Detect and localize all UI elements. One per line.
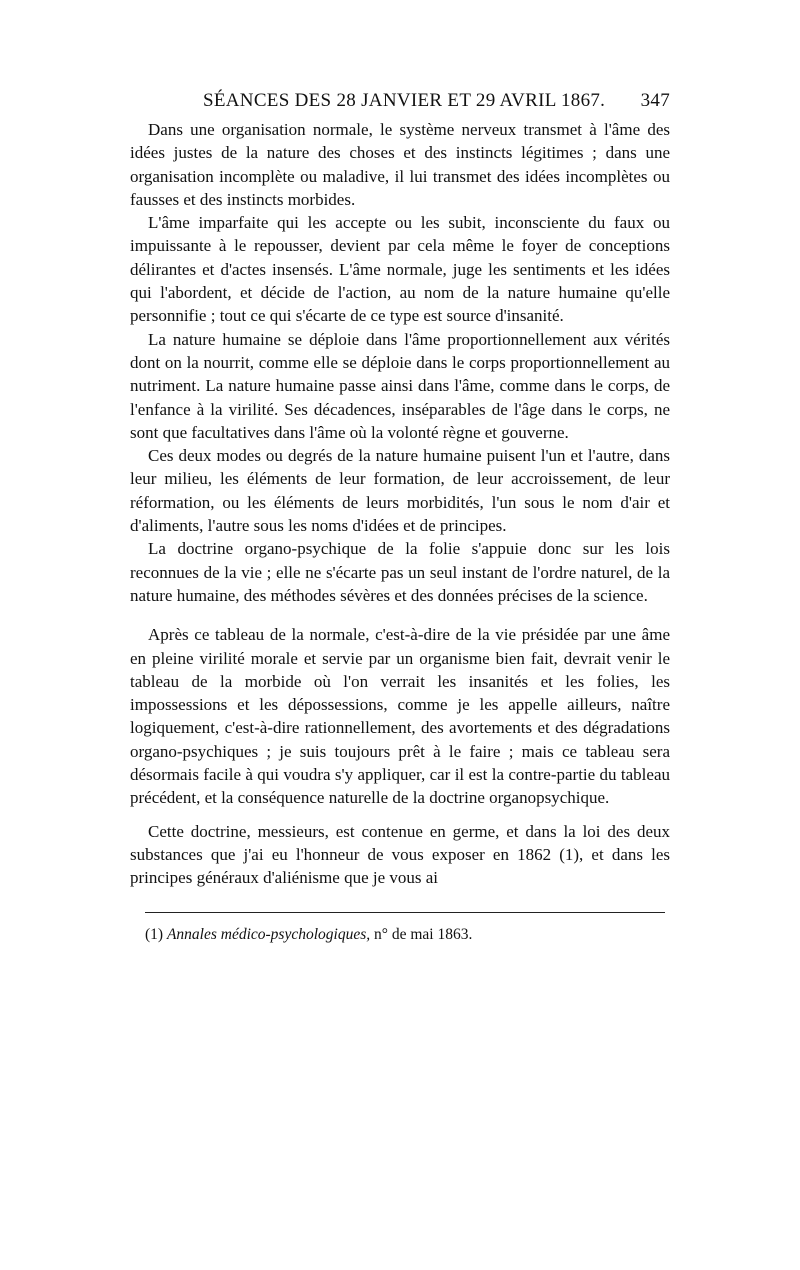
paragraph: Cette doctrine, messieurs, est contenue en germe, et dans la loi des deux substances que j'ai eu l'honneur de vous exposer en 1862 (1), et dans les principes généraux d'aliénisme que je vous ai [130,821,670,888]
footnote-divider [145,912,665,913]
page-number: 347 [640,90,670,111]
book-page [130,88,670,945]
section-break [130,810,670,820]
paragraph: La doctrine organo-psychique de la folie s'appuie donc sur les lois reconnues de la vie ; elle ne s'écarte pas un seul instant de l'ordre naturel, de la nature humaine, des méthodes sévères et des données précises de la science. [130,539,670,605]
footnote-marker: (1) [145,925,164,943]
section-break [130,607,670,623]
paragraph: Ces deux modes ou degrés de la nature humaine puisent l'un et l'autre, dans leur milieu, les éléments de leur formation, de leur accroissement, de leur réformation, ou les éléments de leurs morbidités, l'un sous le nom d'air et d'aliments, l'autre sous les noms d'idées et de principes. [130,446,670,536]
running-header [130,88,670,118]
paragraph: La nature humaine se déploie dans l'âme proportionnellement aux vérités dont on la nourrit, comme elle se déploie dans le corps proportionnellement au nutriment. La nature humaine passe ainsi dans l'âme, comme dans le corps, de l'enfance à la virilité. Ses décadences, inséparables de l'âge dans le corps, ne sont que facultatives dans l'âme où la volonté règne et gouverne. [130,329,670,442]
paragraph: Dans une organisation normale, le système nerveux transmet à l'âme des idées justes de la nature des choses et des instincts légitimes ; dans une organisation incomplète ou maladive, il lui transmet des idées incomplètes ou fausses et des instincts morbides. [130,120,670,209]
paragraph: L'âme imparfaite qui les accepte ou les subit, inconsciente du faux ou impuissante à le repousser, devient par cela même le foyer de conceptions délirantes et d'actes insensés. L'âme normale, juge les sentiments et les idées qui l'abordent, et décide de l'action, au nom de la nature humaine qu'elle personnifie ; tout ce qui s'écarte de ce type est source d'insanité. [130,213,670,326]
footnote [145,925,670,945]
footnote-journal-title: Annales médico-psychologiques, [166,925,371,943]
running-title: SÉANCES DES 28 JANVIER ET 29 AVRIL 1867. [203,90,606,111]
footnote-issue: n° de mai 1863. [374,925,473,943]
paragraph: Après ce tableau de la normale, c'est-à-dire de la vie présidée par une âme en pleine virilité morale et servie par un organisme bien fait, devrait venir le tableau de la morbide où l'on verrait les insanités et les folies, les impossessions et les dépossessions, comme je les appelle ailleurs, naître logiquement, c'est-à-dire rationnellement, des avortements et des dégradations organo-psychiques ; je suis toujours prêt à le faire ; mais ce tableau sera désormais facile à qui voudra s'y appliquer, car il est la contre-partie du tableau précédent, et la conséquence naturelle de la doctrine organopsychique. [130,625,670,808]
body-text [130,118,670,890]
